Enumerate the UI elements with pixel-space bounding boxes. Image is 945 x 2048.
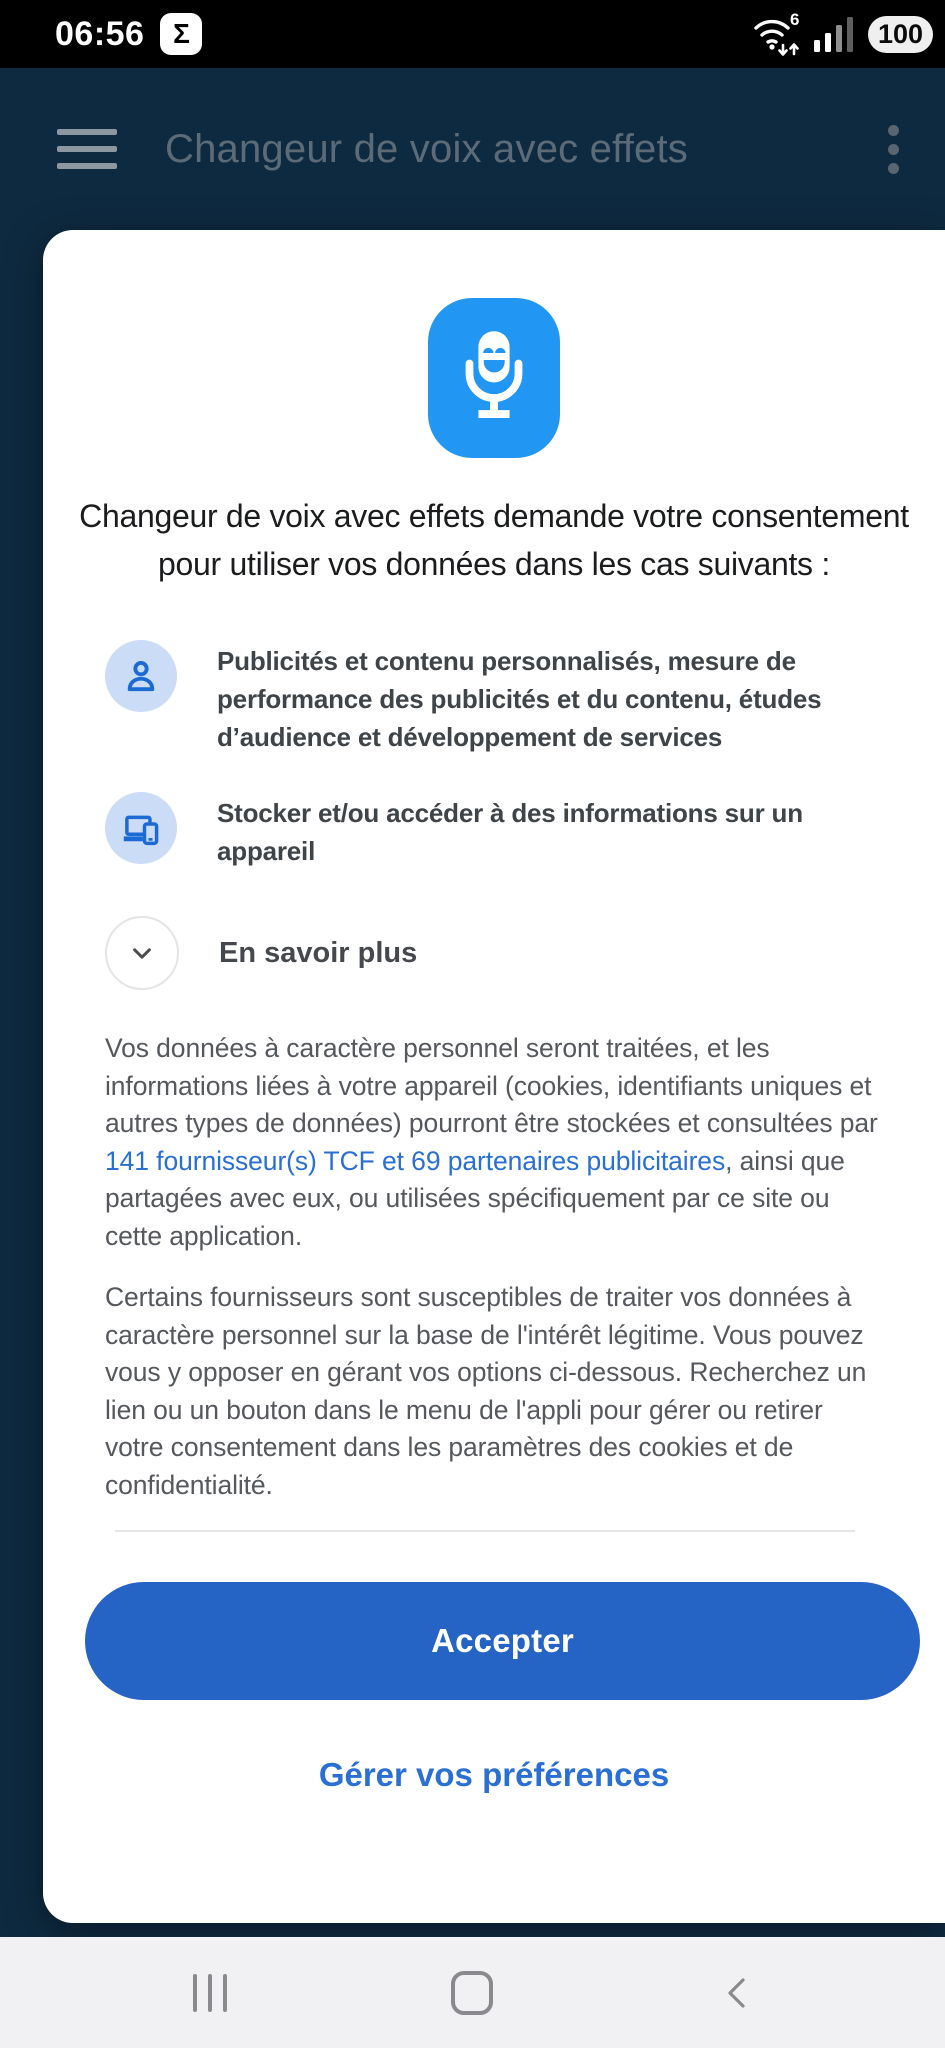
menu-icon[interactable] <box>57 129 117 169</box>
paragraph-text: Vos données à caractère personnel seront traitées, et les informations liées à votre appareil (cookies, identifiants uniques et autres types de données) pourront être stockées et consultées par <box>105 1033 878 1138</box>
learn-more-label: En savoir plus <box>219 936 418 969</box>
sigma-notification-icon: Σ <box>160 13 202 55</box>
back-chevron-icon <box>718 1973 756 2013</box>
consent-dialog <box>43 230 945 1923</box>
paragraph-text: , ainsi que partagées avec eux, ou utilisées spécifiquement par ce site ou cette application. <box>105 1145 845 1251</box>
divider <box>115 1530 855 1532</box>
person-icon <box>105 640 177 712</box>
purpose-list <box>43 640 945 870</box>
microphone-smiley-icon <box>445 317 543 439</box>
status-bar-right <box>750 9 933 59</box>
data-processing-paragraph <box>43 1030 945 1255</box>
app-header <box>0 68 945 230</box>
purpose-item-personalised-ads <box>105 640 887 756</box>
battery-indicator: 100 <box>868 16 933 53</box>
chevron-down-icon <box>105 916 179 990</box>
back-button[interactable] <box>687 1937 787 2048</box>
purpose-item-device-storage <box>105 792 887 870</box>
recent-apps-button[interactable] <box>160 1937 260 2048</box>
home-icon <box>451 1971 493 2015</box>
status-bar <box>0 0 945 68</box>
purpose-text: Stocker et/ou accéder à des informations sur un appareil <box>217 798 803 866</box>
devices-icon <box>105 792 177 864</box>
tcf-vendors-link[interactable]: 141 fournisseur(s) TCF et 69 partenaires publicitaires <box>105 1145 726 1176</box>
accept-button[interactable]: Accepter <box>85 1582 920 1700</box>
status-bar-left <box>55 13 202 55</box>
purpose-text: Publicités et contenu personnalisés, mesure de performance des publicités et du contenu, études d’audience et développement de services <box>217 646 822 752</box>
consent-title: Changeur de voix avec effets demande votre consentement pour utiliser vos données dans les cas suivants : <box>79 498 909 582</box>
voice-changer-app-icon <box>428 298 560 458</box>
manage-preferences-link[interactable]: Gérer vos préférences <box>318 1756 670 1793</box>
learn-more-toggle[interactable] <box>43 916 945 990</box>
svg-text:6: 6 <box>789 10 800 29</box>
legitimate-interest-paragraph: Certains fournisseurs sont susceptibles de traiter vos données à caractère personnel sur la base de l'intérêt légitime. Vous pouvez vous y opposer en gérant vos options ci-dessous. Recherchez un lien ou un bouton dans le menu de l'appli pour gérer ou retirer votre consentement dans les paramètres des cookies et de confidentialité. <box>105 1282 867 1500</box>
signal-strength-icon <box>814 12 856 56</box>
app-title: Changeur de voix avec effets <box>165 126 688 171</box>
home-button[interactable] <box>422 1937 522 2048</box>
more-options-icon[interactable] <box>884 121 903 178</box>
status-time: 06:56 <box>55 14 145 53</box>
navigation-bar <box>0 1937 945 2048</box>
wifi6-icon <box>750 9 802 59</box>
